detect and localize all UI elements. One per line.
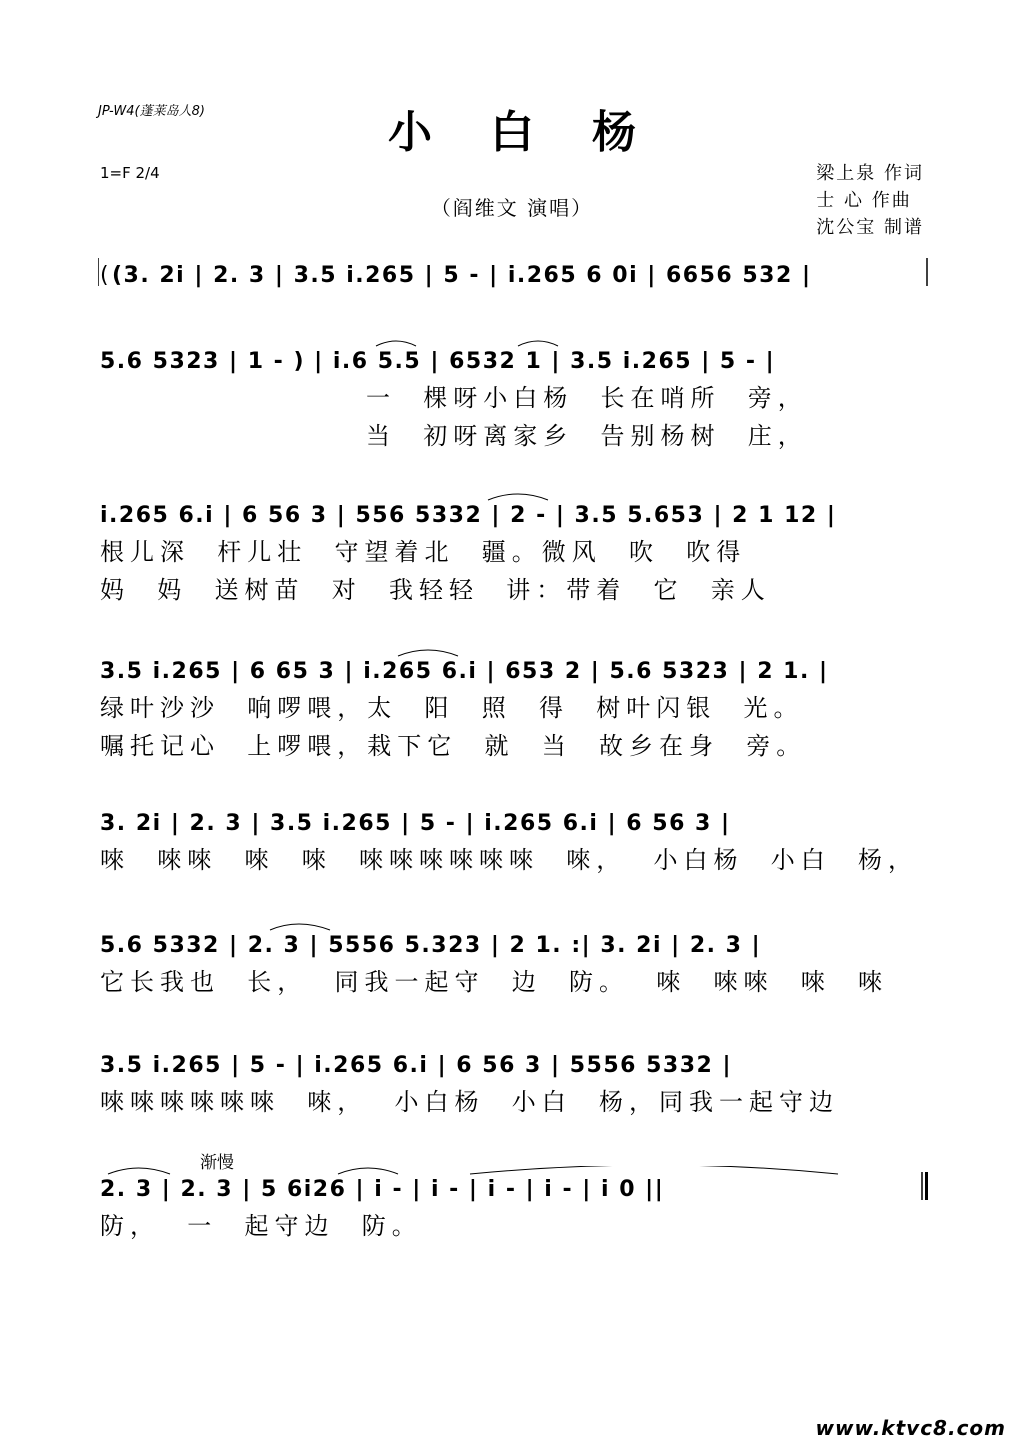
- credits: [816, 160, 924, 241]
- notation-line-5: [98, 800, 928, 836]
- score-line-2: [98, 338, 928, 450]
- score-line-3: [98, 492, 928, 604]
- notation-line-7: [98, 1042, 928, 1078]
- song-title: 小白杨: [388, 107, 694, 158]
- composer-credit: 士 心 作曲: [816, 190, 912, 211]
- score-code: JP-W4(蓬莱岛人8): [98, 104, 205, 119]
- notation-line-4: [98, 648, 928, 684]
- key-signature: 1=F 2/4: [100, 164, 160, 182]
- lyric-verse-1-line-2: 一 棵呀小白杨 长在哨所 旁，: [366, 384, 808, 412]
- svg-text:3. 2i | 2. 3 | 3.5 i.265 | 5 -: 3. 2i | 2. 3 | 3.5 i.265 | 5 - | i.265 6.i | 6 56 3 |: [100, 811, 731, 836]
- lyric-verse-1-line-3: 根儿深 杆儿壮 守望着北 疆。微风 吹 吹得: [100, 538, 747, 566]
- lyric-line-5: 唻 唻唻 唻 唻 唻唻唻唻唻唻 唻， 小白杨 小白 杨，: [100, 846, 919, 874]
- notation-line-6: [98, 922, 928, 958]
- lyric-line-6: 它长我也 长， 同我一起守 边 防。 唻 唻唻 唻 唻: [100, 968, 889, 996]
- score-line-1: [98, 252, 928, 292]
- score-line-5: [98, 800, 928, 874]
- notation-line-2: [98, 338, 928, 374]
- lyric-verse-2-line-2: 当 初呀离家乡 告别杨树 庄，: [366, 422, 808, 450]
- score-line-7: [98, 1042, 928, 1116]
- tempo-mark: 渐慢: [200, 1153, 234, 1173]
- svg-text:3.5 i.265 | 5 - | i.265 6.i |: 3.5 i.265 | 5 - | i.265 6.i | 6 56 3 | 5556 5332 |: [100, 1053, 733, 1078]
- lyricist-credit: 梁上泉 作词: [816, 163, 924, 184]
- svg-text:i.265 6.i | 6 56 3 | 556 5332: i.265 6.i | 6 56 3 | 556 5332 | 2 - | 3.5 5.653 | 2 1 12 |: [100, 503, 837, 528]
- svg-text:2. 3 | 2. 3 | 5 6i26 | i - | i: 2. 3 | 2. 3 | 5 6i26 | i - | i - | i - | i - | i 0 ||: [100, 1177, 665, 1202]
- notation-line-3: [98, 492, 928, 528]
- notation-line-1: [98, 252, 928, 288]
- singer-credit: （阎维文 演唱）: [430, 196, 594, 220]
- arranger-credit: 沈公宝 制谱: [816, 217, 924, 238]
- svg-text:5.6 5323 | 1 - ) | i.6 5.5 | 6: 5.6 5323 | 1 - ) | i.6 5.5 | 6532 1 | 3.5 i.265 | 5 - |: [100, 349, 776, 374]
- score-line-8: [98, 1153, 928, 1240]
- lyric-verse-2-line-3: 妈 妈 送树苗 对 我轻轻 讲：带着 它 亲人: [100, 576, 771, 604]
- svg-text:3.5 i.265 | 6 65 3 | i.265 6.i: 3.5 i.265 | 6 65 3 | i.265 6.i | 653 2 | 5.6 5323 | 2 1. |: [100, 659, 829, 684]
- lyric-line-7: 唻唻唻唻唻唻 唻， 小白杨 小白 杨，同我一起守边: [100, 1088, 840, 1116]
- svg-text:(: (: [100, 263, 109, 288]
- score-line-4: [98, 648, 928, 760]
- lyric-verse-1-line-4: 绿叶沙沙 响啰喂，太 阳 照 得 树叶闪银 光。: [100, 694, 804, 722]
- lyric-verse-2-line-4: 嘱托记心 上啰喂，栽下它 就 当 故乡在身 旁。: [100, 732, 807, 760]
- lyric-line-8: 防， 一 起守边 防。: [100, 1212, 422, 1240]
- watermark: www.ktvc8.com: [815, 1416, 1006, 1440]
- svg-text:5.6 5332 | 2. 3 | 5556 5.323 |: 5.6 5332 | 2. 3 | 5556 5.323 | 2 1. :| 3. 2i | 2. 3 |: [100, 933, 762, 958]
- score-line-6: [98, 922, 928, 996]
- notation-text-1: (3. 2i | 2. 3 | 3.5 i.265 | 5 - | i.265 6 0i | 6656 532 |: [112, 263, 812, 288]
